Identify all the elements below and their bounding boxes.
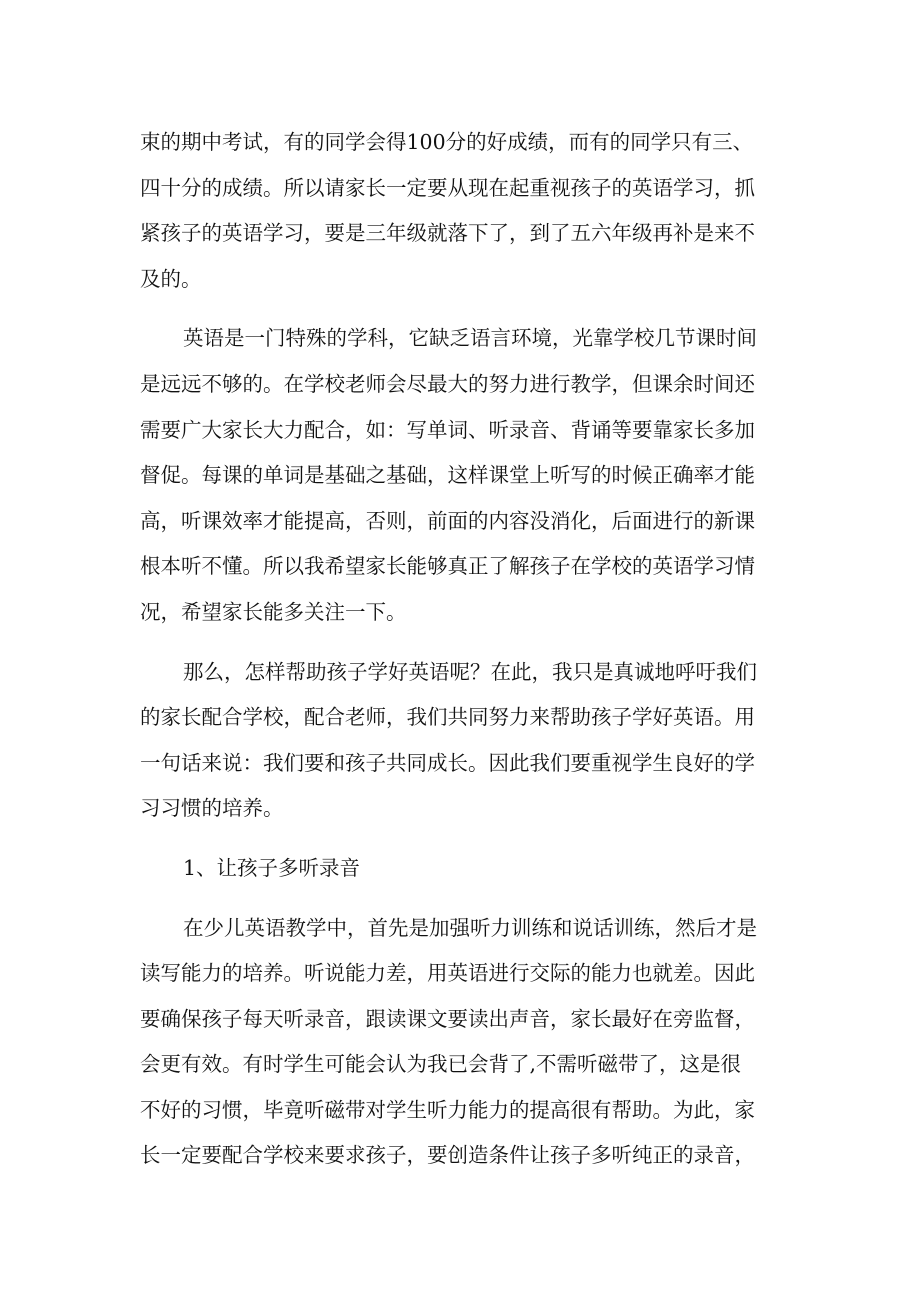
text-line: 一句话来说：我们要和孩子共同成长。因此我们要重视学生良好的学	[140, 750, 755, 775]
text-line: 读写能力的培养。听说能力差，用英语进行交际的能力也就差。因此	[140, 961, 755, 986]
text-line: 根本听不懂。所以我希望家长能够真正了解孩子在学校的英语学习情	[140, 554, 755, 579]
text-line: 长一定要配合学校来要求孩子，要创造条件让孩子多听纯正的录音，	[140, 1143, 755, 1168]
text-line: 是远远不够的。在学校老师会尽最大的努力进行教学，但课余时间还	[140, 371, 755, 396]
heading-text: 1、让孩子多听录音	[183, 855, 361, 880]
text-line: 在少儿英语教学中，首先是加强听力训练和说话训练，然后才是	[183, 915, 757, 940]
text-line: 习习惯的培养。	[140, 796, 284, 821]
text-line: 不好的习惯，毕竟听磁带对学生听力能力的提高很有帮助。为此，家	[140, 1097, 755, 1122]
text-line: 督促。每课的单词是基础之基础，这样课堂上听写的时候正确率才能	[140, 463, 755, 488]
text-line: 及的。	[140, 266, 202, 291]
paragraph	[140, 120, 781, 302]
text-line: 高，听课效率才能提高，否则，前面的内容没消化，后面进行的新课	[140, 508, 755, 533]
text-line: 会更有效。有时学生可能会认为我已会背了,不需听磁带了，这是很	[140, 1052, 742, 1077]
paragraph	[140, 316, 781, 635]
text-line: 况，希望家长能多关注一下。	[140, 599, 407, 624]
text-line: 那么，怎样帮助孩子学好英语呢？在此，我只是真诚地呼吁我们	[183, 659, 757, 684]
text-line: 的家长配合学校，配合老师，我们共同努力来帮助孩子学好英语。用	[140, 705, 755, 730]
text-line: 紧孩子的英语学习，要是三年级就落下了，到了五六年级再补是来不	[140, 221, 755, 246]
text-line: 四十分的成绩。所以请家长一定要从现在起重视孩子的英语学习，抓	[140, 175, 755, 200]
text-line: 英语是一门特殊的学科，它缺乏语言环境，光靠学校几节课时间	[183, 326, 757, 351]
paragraph	[140, 650, 781, 832]
text-line: 束的期中考试，有的同学会得100分的好成绩，而有的同学只有三、	[140, 130, 754, 154]
text-line: 需要广大家长大力配合，如：写单词、听录音、背诵等要靠家长多加	[140, 417, 755, 442]
paragraph	[140, 906, 781, 1180]
text-line: 要确保孩子每天听录音，跟读课文要读出声音，家长最好在旁监督，	[140, 1006, 755, 1031]
section-heading	[140, 846, 781, 892]
document-body	[140, 120, 781, 1179]
